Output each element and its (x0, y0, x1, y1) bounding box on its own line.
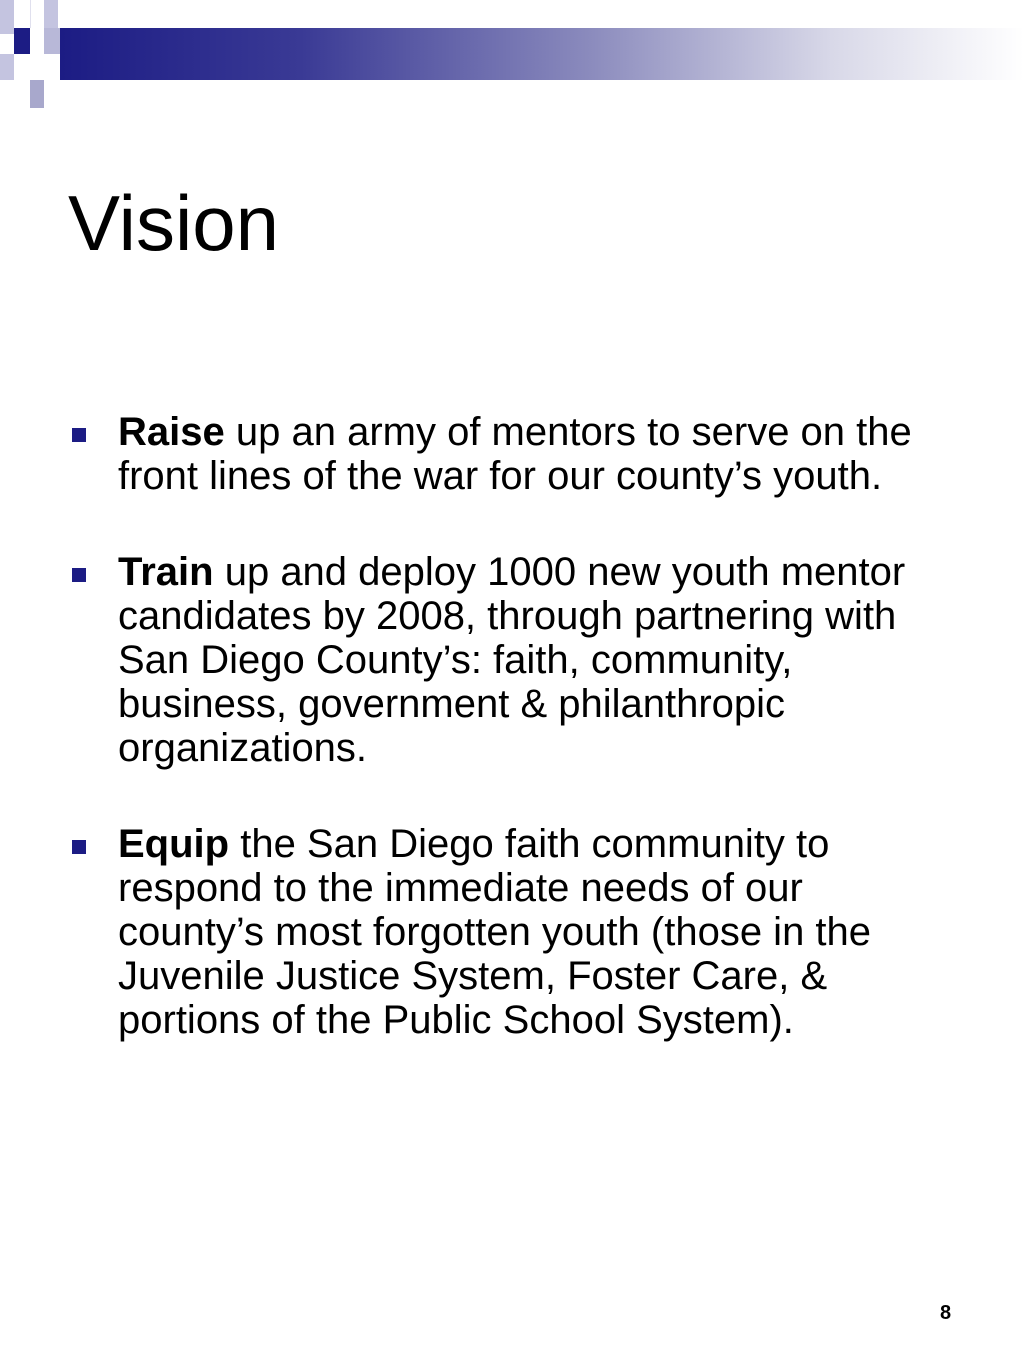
bullet-lead-word: Train (118, 550, 214, 594)
bullet-list (68, 410, 948, 1094)
square-bullet-icon (72, 428, 86, 442)
decor-square (14, 28, 30, 54)
slide-title: Vision (68, 179, 280, 267)
bullet-lead-word: Equip (118, 822, 230, 866)
decor-square (0, 0, 14, 34)
square-bullet-icon (72, 568, 86, 582)
decor-square (30, 80, 44, 108)
decor-square (14, 54, 30, 80)
page-number: 8 (940, 1302, 952, 1324)
decor-square (0, 54, 14, 80)
bullet-text: up an army of mentors to serve on the front lines of the war for our county’s youth. (118, 410, 912, 498)
decor-square (30, 0, 45, 28)
header-gradient-band (60, 28, 1024, 80)
bullet-item (68, 550, 948, 770)
decor-square (44, 28, 60, 54)
bullet-text: the San Diego faith community to respond to the immediate needs of our county’s most forgotten youth (those in the Juvenile Justice System, Foster Care, & portions of the Public School System). (118, 822, 872, 1042)
square-bullet-icon (72, 840, 86, 854)
bullet-lead-word: Raise (118, 410, 225, 454)
bullet-item (68, 822, 948, 1042)
decor-square (44, 0, 58, 28)
bullet-text: up and deploy 1000 new youth mentor candidates by 2008, through partnering with San Diego County’s: faith, community, business, government & philanthropic organizations. (118, 550, 906, 770)
bullet-item (68, 410, 948, 498)
